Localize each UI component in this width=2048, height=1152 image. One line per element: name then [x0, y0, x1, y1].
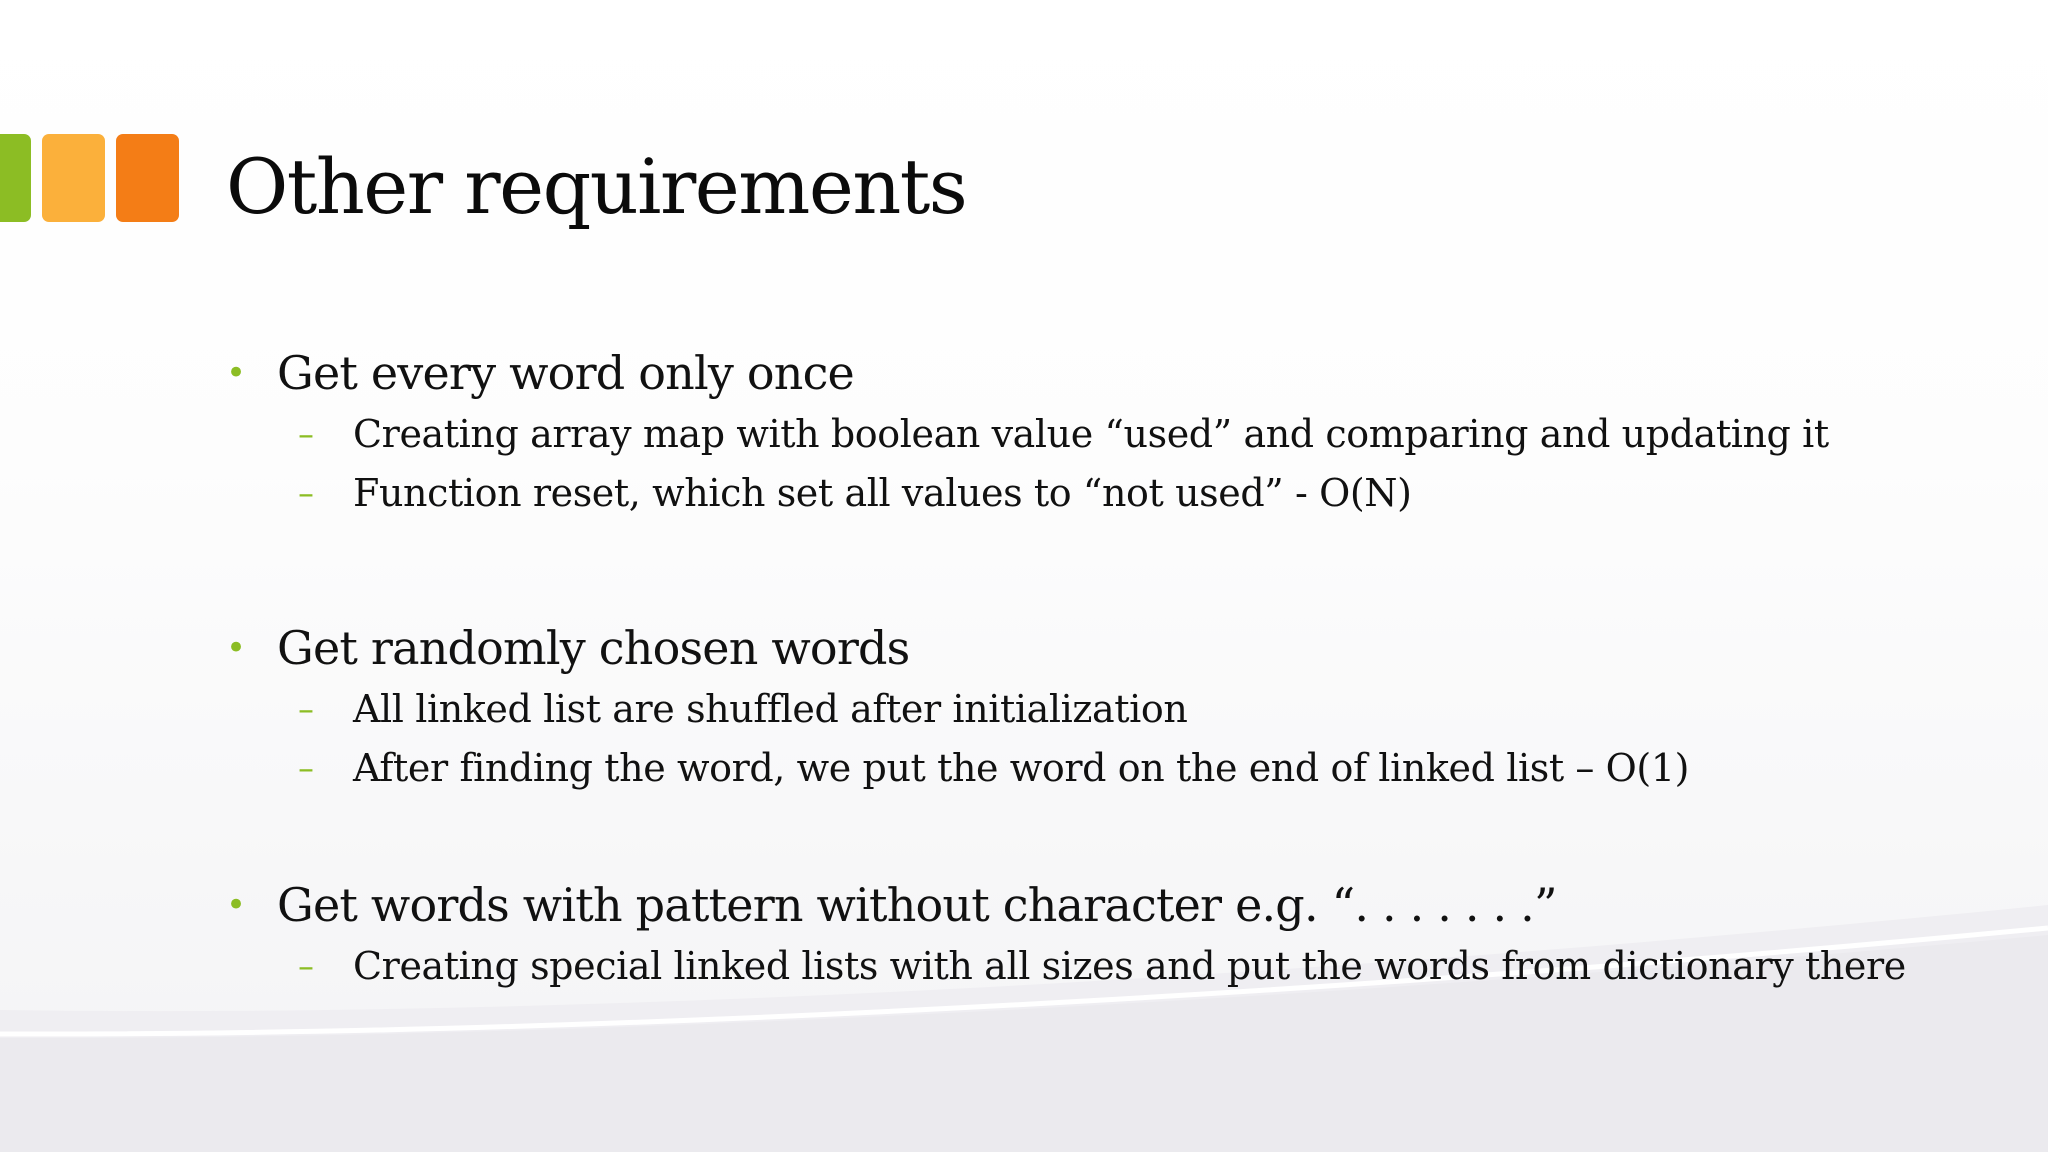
bullet-icon: •	[226, 353, 246, 393]
dash-icon: –	[298, 474, 314, 512]
sub-bullet-text: Function reset, which set all values to “not used” - O(N)	[353, 471, 1412, 515]
bullet-icon: •	[226, 885, 246, 925]
slide-title: Other requirements	[226, 142, 967, 231]
bullet-text: Get words with pattern without character e.g. “. . . . . . .”	[277, 878, 1557, 932]
bullet-text: Get every word only once	[277, 346, 854, 400]
bullet-text: Get randomly chosen words	[277, 621, 910, 675]
bullet-icon: •	[226, 628, 246, 668]
dash-icon: –	[298, 947, 314, 985]
sub-bullet-text: Creating special linked lists with all sizes and put the words from dictionary there	[353, 944, 1906, 988]
dash-icon: –	[298, 749, 314, 787]
sub-bullet-text: Creating array map with boolean value “used” and comparing and updating it	[353, 412, 1829, 456]
dash-icon: –	[298, 415, 314, 453]
sub-bullet-text: All linked list are shuffled after initialization	[353, 687, 1188, 731]
sub-bullet-text: After finding the word, we put the word on the end of linked list – O(1)	[353, 746, 1690, 790]
dash-icon: –	[298, 690, 314, 728]
